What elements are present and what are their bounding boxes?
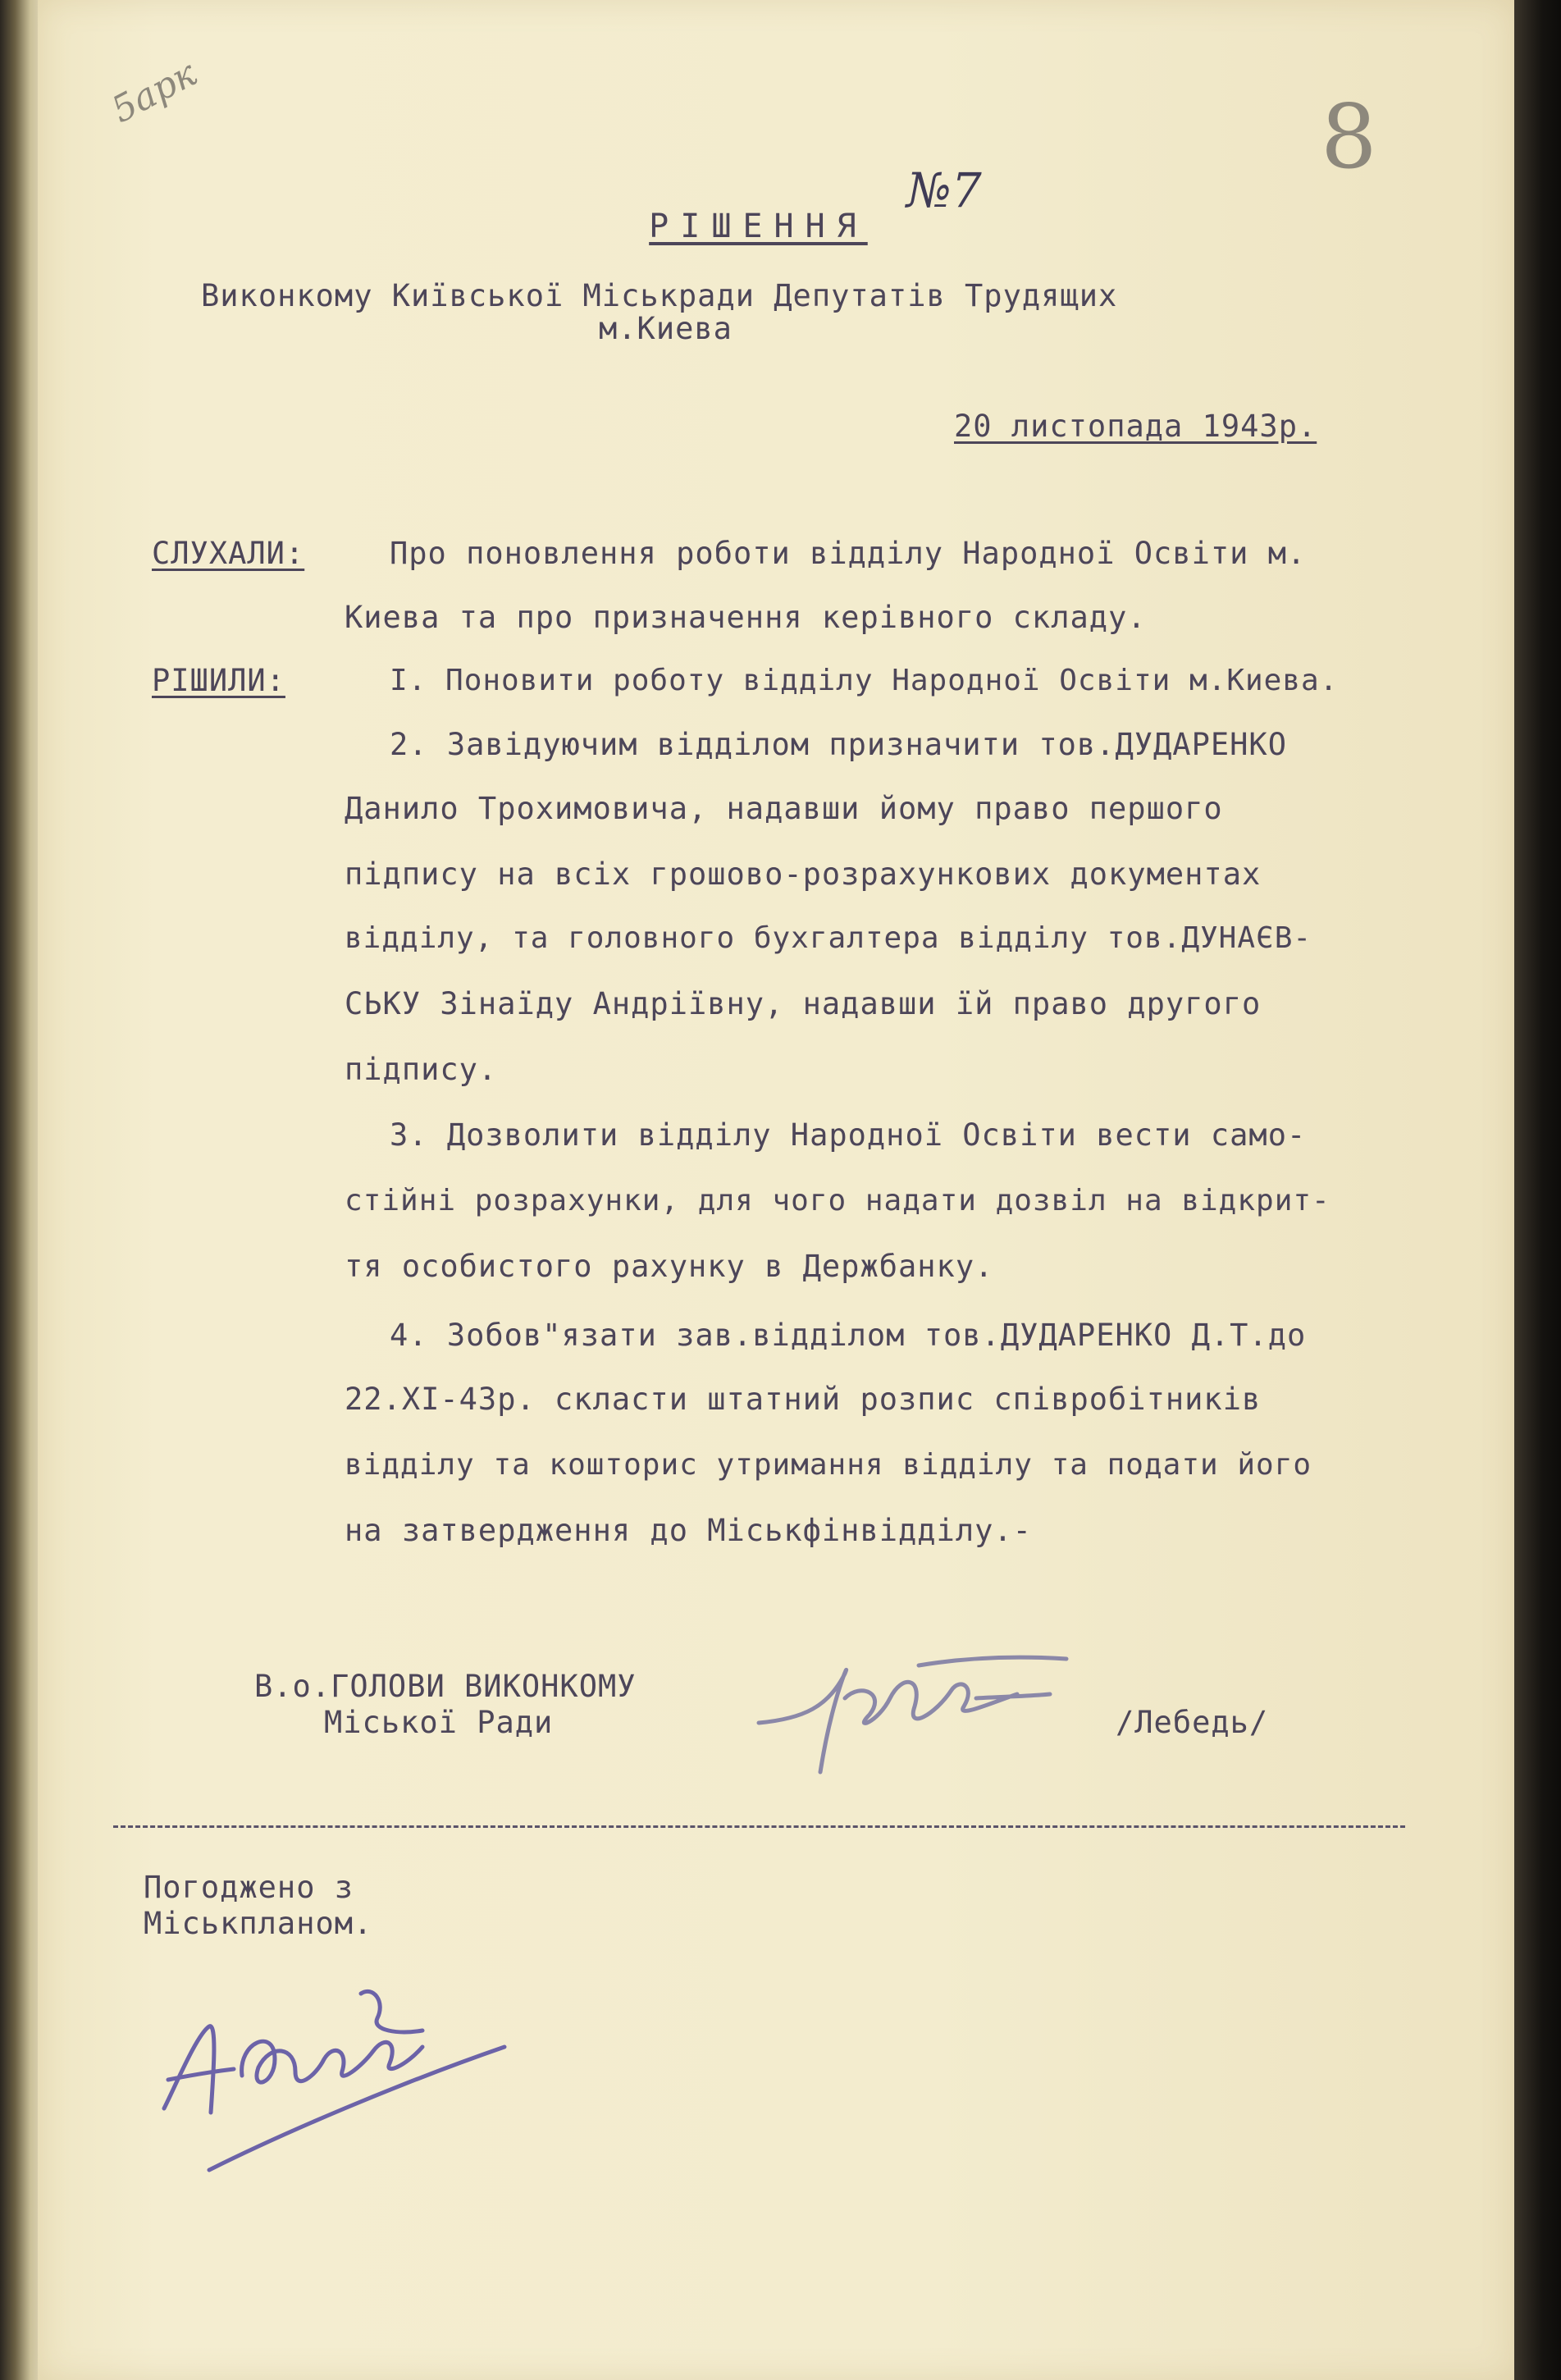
signatory-title: В.о.ГОЛОВИ ВИКОНКОМУ	[254, 1669, 637, 1704]
decision-line: 3. Дозволити відділу Народної Освіти вести само-	[390, 1117, 1307, 1153]
signatory-name: /Лебедь/	[1116, 1705, 1269, 1740]
heard-label: СЛУХАЛИ:	[152, 536, 305, 571]
decision-line: відділу, та головного бухгалтера відділу тов.ДУНАЄВ-	[345, 921, 1312, 955]
document-date: 20 листопада 1943р.	[954, 409, 1317, 444]
document-title	[587, 170, 868, 245]
separator-line	[113, 1825, 1405, 1828]
title-word: РІШЕННЯ	[649, 208, 868, 245]
decision-line: тя особистого рахунку в Держбанку.	[345, 1249, 994, 1284]
signatory-body: Міської Ради	[324, 1705, 554, 1740]
decision-line: стійні розрахунки, для чого надати дозвіл на відкрит-	[345, 1184, 1331, 1217]
decision-line: Данило Трохимовича, надавши йому право першого	[345, 791, 1223, 826]
issuer-line-1: Виконкому Київської Міськради Депутатів Трудящих	[201, 278, 1118, 313]
decision-line: I. Поновити роботу відділу Народної Освіти м.Киева.	[390, 664, 1339, 697]
decision-line: 2. Завідуючим відділом призначити тов.ДУДАРЕНКО	[390, 727, 1287, 762]
decision-line: підпису.	[345, 1052, 498, 1087]
decision-line: 22.XI-43р. скласти штатний розпис співробітників	[345, 1382, 1262, 1417]
decision-line: на затвердження до Міськфінвідділу.-	[345, 1513, 1032, 1548]
decision-line: СЬКУ Зінаїду Андріївну, надавши їй право другого	[345, 986, 1262, 1021]
agreed-line-2: Міськпланом.	[144, 1906, 373, 1941]
heard-text-line-1: Про поновлення роботи відділу Народної Освіти м.	[390, 536, 1307, 571]
agreed-line-1: Погоджено з	[144, 1870, 354, 1905]
decided-label: РІШИЛИ:	[152, 663, 285, 698]
decision-line: підпису на всіх грошово-розрахункових документах	[345, 857, 1262, 892]
agreed-signature	[152, 1969, 529, 2182]
issuer-line-2: м.Киева	[599, 311, 733, 346]
heard-text-line-2: Киева та про призначення керівного складу.	[345, 600, 1147, 635]
chairman-signature	[755, 1649, 1099, 1788]
scan-background-edge	[1514, 0, 1561, 2380]
decision-line: відділу та кошторис утримання відділу та подати його	[345, 1448, 1312, 1482]
decision-line: 4. Зобов"язати зав.відділом тов.ДУДАРЕНКО Д.Т.до	[390, 1318, 1307, 1353]
binding-edge	[0, 0, 38, 2380]
title-number: №7	[906, 162, 982, 218]
page-number: 8	[1321, 86, 1377, 189]
corner-pencil-note: 5арк	[105, 52, 203, 132]
